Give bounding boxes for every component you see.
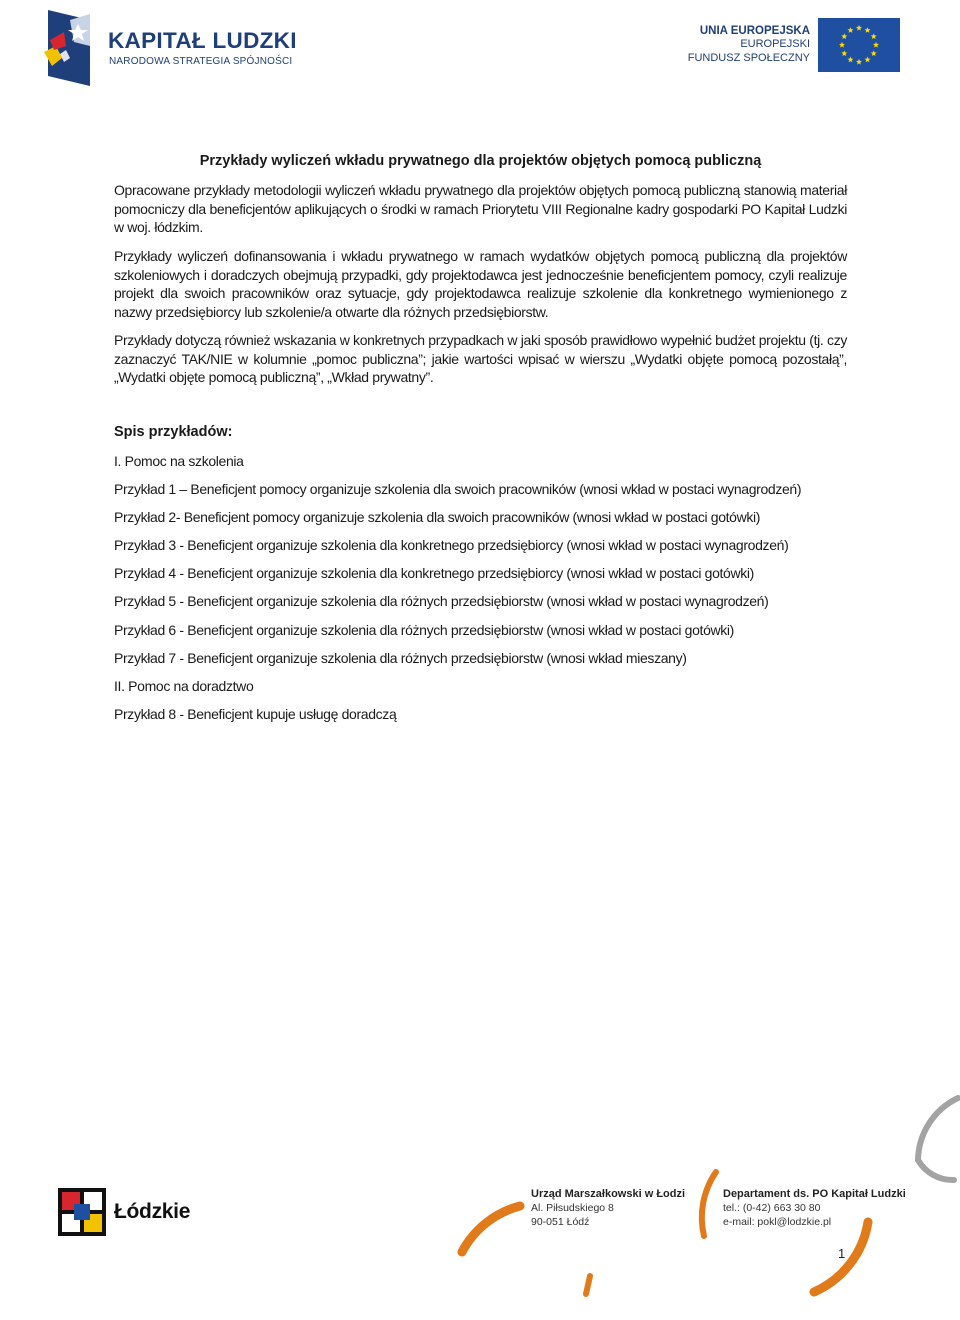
- lodzkie-emblem-icon: [58, 1188, 106, 1236]
- toc-item-example-5: Przykład 5 - Beneficjent organizuje szkolenia dla różnych przedsiębiorstw (wnosi wkład w postaci wynagrodzeń): [114, 593, 769, 610]
- toc-section-consulting: II. Pomoc na doradztwo: [114, 677, 254, 694]
- department-name: Departament ds. PO Kapitał Ludzki: [723, 1188, 906, 1200]
- office-street: Al. Piłsudskiego 8: [531, 1202, 614, 1214]
- document-title: Przykłady wyliczeń wkładu prywatnego dla projektów objętych pomocą publiczną: [199, 153, 762, 169]
- lodzkie-wordmark: Łódzkie: [114, 1200, 191, 1223]
- department-email[interactable]: e-mail: pokl@lodzkie.pl: [723, 1216, 832, 1228]
- eu-logo-text: [688, 24, 810, 65]
- toc-item-example-4: Przykład 4 - Beneficjent organizuje szkolenia dla konkretnego przedsiębiorcy (wnosi wkład w postaci gotówki): [114, 565, 754, 582]
- toc-item-example-1: Przykład 1 – Beneficjent pomocy organizuje szkolenia dla swoich pracowników (wnosi wkład w postaci wynagrodzeń): [114, 481, 802, 498]
- toc-item-example-6: Przykład 6 - Beneficjent organizuje szkolenia dla różnych przedsiębiorstw (wnosi wkład w postaci gotówki): [114, 621, 734, 638]
- department-phone: tel.: (0-42) 663 30 80: [723, 1202, 821, 1214]
- toc-section-training: I. Pomoc na szkolenia: [114, 453, 244, 469]
- toc-heading: Spis przykładów:: [114, 424, 233, 440]
- office-city: 90-051 Łódź: [531, 1216, 590, 1228]
- toc-item-example-2: Przykład 2- Beneficjent pomocy organizuje szkolenia dla swoich pracowników (wnosi wkład w postaci gotówki): [114, 509, 761, 526]
- budget-paragraph: Przykłady dotyczą również wskazania w konkretnych przypadkach w jaki sposób prawidłowo wypełnić budżet projektu (tj. czy zaznaczyć TAK/NIE w kolumnie „pomoc publiczna”; jakie wartości wpisać w wierszu „Wydatki objęte pomocą pozostałą”, „Wydatki objęte pomocą publiczną”, „Wkład prywatny”.: [114, 332, 847, 386]
- toc-item-example-8: Przykład 8 - Beneficjent kupuje usługę doradczą: [114, 705, 397, 722]
- eu-logo-line-3: FUNDUSZ SPOŁECZNY: [687, 51, 810, 64]
- eu-logo-line-2: EUROPEJSKI: [740, 38, 810, 50]
- department-contact: [723, 1187, 906, 1229]
- toc-list: [114, 452, 854, 733]
- scope-paragraph: Przykłady wyliczeń dofinansowania i wkładu prywatnego w ramach wydatków objętych pomocą publiczną dla projektów szkoleniowych i doradczych obejmują przypadki, gdy projektodawca jest jednocześnie beneficjentem pomocy, czyli realizuje projekt dla swoich pracowników oraz sytuacje, gdy projektodawca realizuje szkolenie dla konkretnego wymienionego z nazwy przedsiębiorcy lub szkolenie/a otwarte dla różnych przedsiębiorstw.: [114, 248, 847, 321]
- page-number: 1: [838, 1246, 846, 1261]
- kapital-ludzki-emblem-icon: [40, 6, 96, 88]
- toc-item-example-7: Przykład 7 - Beneficjent organizuje szkolenia dla różnych przedsiębiorstw (wnosi wkład mieszany): [114, 649, 687, 666]
- intro-paragraph: Opracowane przykłady metodologii wyliczeń wkładu prywatnego dla projektów objętych pomocą publiczną stanowią materiał pomocniczy dla beneficjentów aplikujących o środki w ramach Priorytetu VIII Regionalne kadry gospodarki PO Kapitał Ludzki w woj. łódzkim.: [114, 182, 847, 236]
- office-name: Urząd Marszałkowski w Łodzi: [531, 1188, 686, 1200]
- kapital-ludzki-title: KAPITAŁ LUDZKI: [108, 28, 297, 53]
- kapital-ludzki-subtitle: NARODOWA STRATEGIA SPÓJNOŚCI: [109, 56, 293, 67]
- eu-logo-line-1: UNIA EUROPEJSKA: [699, 25, 810, 37]
- office-address: [531, 1187, 685, 1229]
- kapital-ludzki-logo: [40, 6, 310, 90]
- lodzkie-logo: [58, 1188, 218, 1238]
- eu-logo: [687, 16, 902, 74]
- eu-flag-icon: [818, 18, 900, 72]
- toc-item-example-3: Przykład 3 - Beneficjent organizuje szkolenia dla konkretnego przedsiębiorcy (wnosi wkład w postaci wynagrodzeń): [114, 537, 789, 554]
